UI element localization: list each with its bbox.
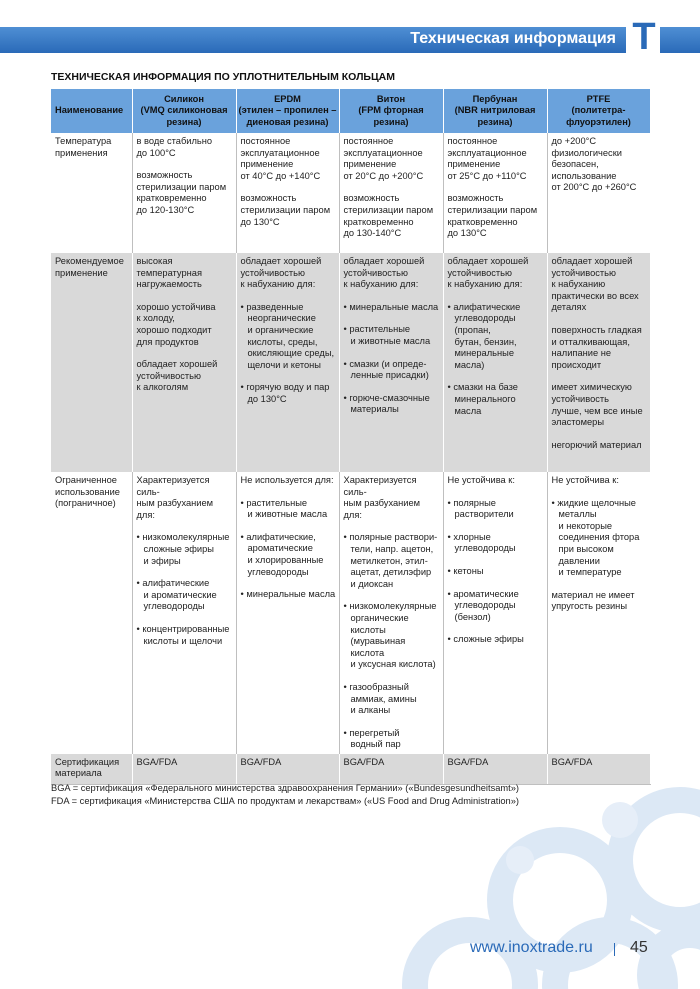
cell-intro: Характеризуется силь- ным разбуханием для: — [136, 475, 214, 520]
table-cell — [132, 133, 236, 253]
bullet-item: • горюче-смазочные материалы — [344, 393, 440, 416]
row-label-text: Температура применения — [55, 136, 112, 158]
table-row-recommended — [51, 253, 650, 472]
bullet-item: • газообразный аммиак, амины и алканы — [344, 682, 440, 717]
bullet-item: • алифатические, ароматические и хлорированные углеводороды — [241, 532, 336, 578]
cell-paragraph: возможность стерилизации паром кратковременно до 130-140°C — [343, 193, 434, 239]
row-label-text: Сертификация материала — [55, 756, 120, 779]
bullet-item: • минеральные масла — [241, 589, 336, 601]
bullet-item: • сложные эфиры — [448, 634, 544, 646]
bullet-item: • разведенные неорганические и органические кислоты, среды, окисляющие среды, щелочи и кетоны — [241, 302, 336, 372]
cell-intro: обладает хорошей устойчивостью к набуханию для: — [240, 256, 322, 290]
cell-intro: Не используется для: — [240, 475, 334, 485]
cell-paragraph: поверхность гладкая и отталкивающая, налипание не происходит — [551, 324, 642, 370]
row-label-recommended — [51, 253, 132, 472]
header-banner — [0, 27, 626, 53]
cell-paragraph: постоянное эксплуатационное применение от 40°C до +140°C — [240, 136, 321, 181]
website-link[interactable]: www.inoxtrade.ru — [470, 939, 593, 956]
header-name-cell: Наименование — [51, 89, 132, 133]
header-title: Техническая информация — [410, 30, 616, 47]
cell-paragraph: возможность стерилизации паром до 130°C — [240, 193, 331, 227]
bullet-item: • растительные и животные масла — [344, 324, 440, 347]
table-row-temperature — [51, 133, 650, 253]
footnote-bga: BGA = сертификация «Федерального министерства здравоохранения Германии» («Bundesgesundheitsamt») — [51, 783, 519, 793]
cell-intro: обладает хорошей устойчивостью к набуханию для: — [447, 256, 529, 290]
table-cell — [547, 472, 650, 754]
bullet-item: • ароматические углеводороды (бензол) — [448, 589, 544, 624]
row-label-limited — [51, 472, 132, 754]
section-letter: T — [632, 16, 656, 58]
bullet-item: • полярные раствори- тели, напр. ацетон, метилкетон, этил- ацетат, детилэфир и диоксан — [344, 532, 440, 590]
bullet-item: • горячую воду и пар до 130°C — [241, 382, 336, 405]
table-cell — [236, 472, 339, 754]
table-cell — [443, 133, 547, 253]
bullet-item: • концентрированные кислоты и щелочи — [137, 624, 233, 647]
bullet-item: • перегретый водный пар — [344, 728, 440, 751]
bullet-item: • смазки на базе минерального масла — [448, 382, 544, 417]
table-row-certification — [51, 754, 650, 785]
cell-intro: Не устойчива к: — [447, 475, 515, 485]
cell-intro: Не устойчива к: — [551, 475, 619, 485]
table-cell — [236, 253, 339, 472]
bullet-item: • жидкие щелочные металлы и некоторые соединения фтора при высоком давлении и температуре — [552, 498, 648, 579]
table-cell — [339, 253, 443, 472]
bullet-item: • алифатические углеводороды (пропан, бутан, бензин, минеральные масла) — [448, 302, 544, 372]
header-right-bar — [660, 27, 700, 53]
table-cell — [443, 472, 547, 754]
table-cell — [132, 253, 236, 472]
header-cell-ptfe: PTFE (политетра- флуорэтилен) — [547, 89, 650, 133]
row-label-text: Ограниченное использование (пограничное) — [55, 475, 120, 509]
row-label-temperature — [51, 133, 132, 253]
table-cell: BGA/FDA — [443, 754, 547, 785]
cell-paragraph: имеет химическую устойчивость лучше, чем все иные эластомеры — [551, 382, 643, 428]
table-cell — [132, 472, 236, 754]
bullet-item: • хлорные углеводороды — [448, 532, 544, 555]
cell-paragraph: негорючий материал — [551, 439, 642, 450]
table-row-limited — [51, 472, 650, 754]
cell-paragraph: обладает хорошей устойчивостью к набуханию практически во всех деталях — [551, 256, 639, 313]
row-label-text: Рекомендуемое применение — [55, 256, 124, 278]
table-cell: BGA/FDA — [547, 754, 650, 785]
cell-intro: обладает хорошей устойчивостью к набуханию для: — [343, 256, 425, 290]
bullet-item: • низкомолекулярные органические кислоты (муравьиная кислота и уксусная кислота) — [344, 601, 440, 671]
cell-paragraph: до +200°C физиологически безопасен, использование от 200°C до +260°C — [551, 136, 637, 193]
bullet-item: • смазки (и опреде- ленные присадки) — [344, 359, 440, 382]
footnote-fda: FDA = сертификация «Министерства США по продуктам и лекарствам» («US Food and Drug Administration») — [51, 796, 519, 806]
table-header-row — [51, 89, 650, 133]
table-cell: BGA/FDA — [132, 754, 236, 785]
bullet-item: • алифатические и ароматические углеводороды — [137, 578, 233, 613]
row-label-certification — [51, 754, 132, 785]
cell-paragraph: высокая температурная нагружаемость — [136, 256, 202, 290]
cell-paragraph: хорошо устойчива к холоду, хорошо подходит для продуктов — [136, 301, 216, 347]
table-cell — [443, 253, 547, 472]
cell-paragraph: возможность стерилизации паром кратковременно до 120-130°C — [136, 170, 227, 215]
cell-paragraph: обладает хорошей устойчивостью к алкоголям — [136, 359, 218, 393]
table-cell — [236, 133, 339, 253]
bullet-item: • кетоны — [448, 566, 544, 578]
table-cell — [547, 133, 650, 253]
table-cell: BGA/FDA — [236, 754, 339, 785]
cell-intro: Характеризуется силь- ным разбуханием для: — [343, 475, 421, 520]
cell-paragraph: постоянное эксплуатационное применение от 25°C до +110°C — [447, 136, 527, 181]
technical-table — [51, 89, 651, 785]
section-title: ТЕХНИЧЕСКАЯ ИНФОРМАЦИЯ ПО УПЛОТНИТЕЛЬНЫМ КОЛЬЦАМ — [51, 71, 395, 83]
bullet-item: • растительные и животные масла — [241, 498, 336, 521]
bullet-item: • полярные растворители — [448, 498, 544, 521]
footer-separator — [614, 943, 615, 956]
header-cell-viton: Витон (FPM фторная резина) — [339, 89, 443, 133]
header-cell-epdm: EPDM (этилен – пропилен – диеновая резина) — [236, 89, 339, 133]
header-cell-perbunan: Пербунан (NBR нитриловая резина) — [443, 89, 547, 133]
page-number: 45 — [630, 939, 648, 956]
cell-note: материал не имеет упругость резины — [551, 589, 635, 612]
cell-paragraph: постоянное эксплуатационное применение от 20°C до +200°C — [343, 136, 424, 181]
bullet-item: • минеральные масла — [344, 302, 440, 314]
cell-paragraph: в воде стабильно до 100°C — [136, 136, 213, 158]
header-cell-silicone: Силикон (VMQ силиконовая резина) — [132, 89, 236, 133]
cell-paragraph: возможность стерилизации паром кратковременно до 130°C — [447, 193, 538, 239]
table-cell — [547, 253, 650, 472]
table-cell — [339, 133, 443, 253]
table-cell: BGA/FDA — [339, 754, 443, 785]
bullet-item: • низкомолекулярные сложные эфиры и эфиры — [137, 532, 233, 567]
table-cell — [339, 472, 443, 754]
